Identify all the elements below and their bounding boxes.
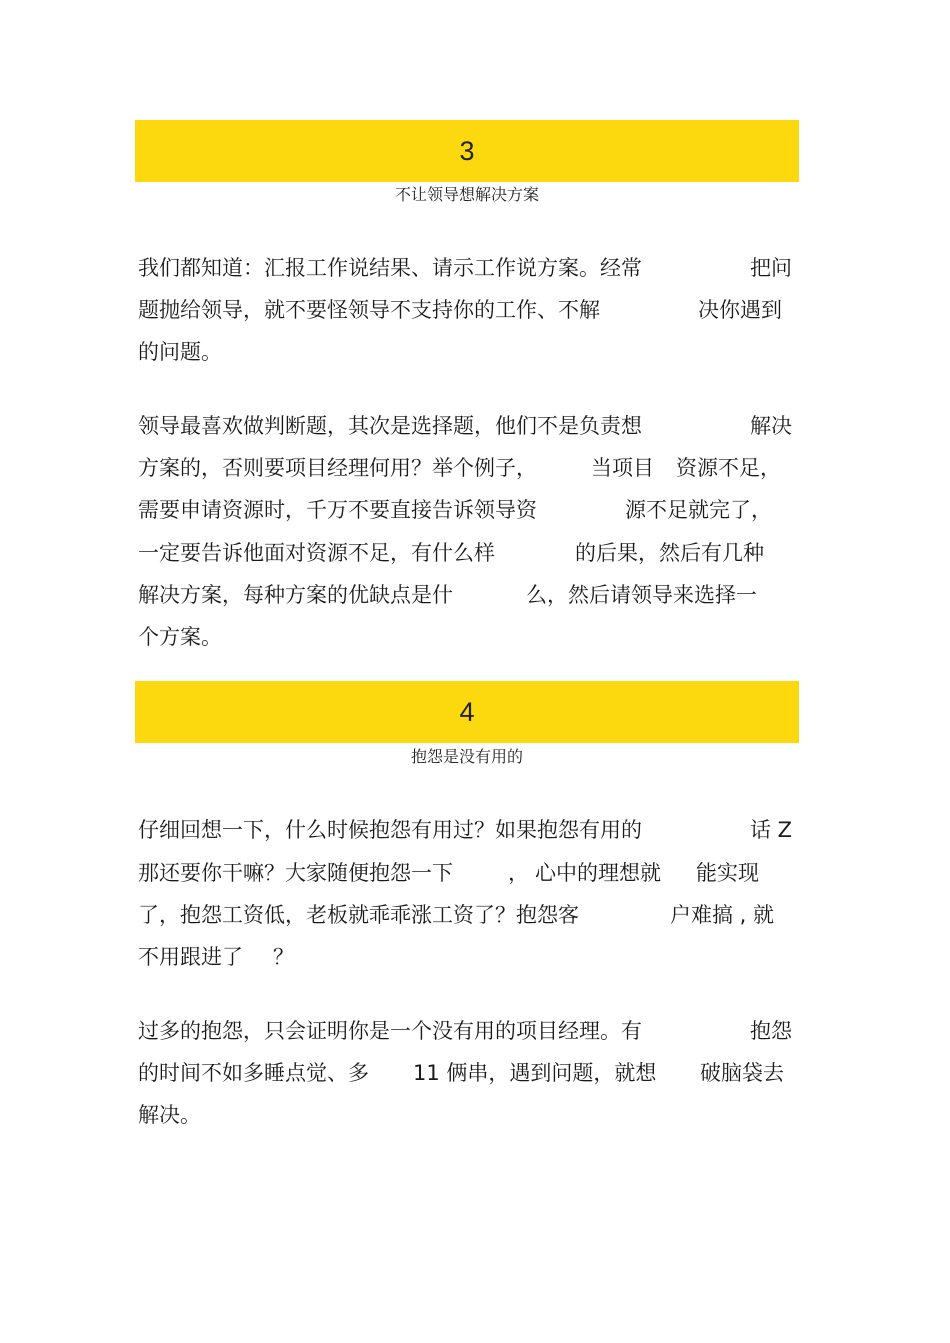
text-segment: 的问题。 <box>138 340 222 364</box>
text-segment: ， <box>508 861 529 885</box>
text-segment: 源不足就完了， <box>625 498 772 522</box>
text-segment: 么，然后请领导来选择一 <box>526 583 757 607</box>
text-segment: 资源不足， <box>676 456 781 480</box>
section-header-band <box>135 120 799 182</box>
text-segment: 的后果，然后有几种 <box>575 541 764 565</box>
section-number: 3 <box>459 135 475 166</box>
text-segment: 决你遇到 <box>698 298 782 322</box>
text-segment: 方案的，否则要项目经理何用？举个例子， <box>138 456 537 480</box>
text-segment: 我们都知道：汇报工作说结果、请示工作说方案。经常 <box>138 256 642 280</box>
text-segment: 题抛给领导，就不要怪领导不支持你的工作、不解 <box>138 298 600 322</box>
text-segment: 解决。 <box>138 1103 201 1127</box>
text-segment: 户难搞 , 就 <box>670 903 775 927</box>
section-number: 4 <box>459 696 475 727</box>
text-segment: 需要申请资源时，千万不要直接告诉领导资 <box>138 498 537 522</box>
text-segment: 的时间不如多睡点觉、多 <box>138 1061 369 1085</box>
text-segment: 抱怨 <box>750 1019 792 1043</box>
text-segment: 个方案。 <box>138 625 222 649</box>
text-segment: 一定要告诉他面对资源不足，有什么样 <box>138 541 495 565</box>
text-segment: 解决方案，每种方案的优缺点是什 <box>138 583 453 607</box>
text-segment: 过多的抱怨，只会证明你是一个没有用的项目经理。有 <box>138 1019 642 1043</box>
text-segment: 了，抱怨工资低，老板就乖乖涨工资了？抱怨客 <box>138 903 579 927</box>
section-header-band <box>135 681 799 743</box>
text-segment: 解决 <box>750 414 792 438</box>
text-segment: 11 俩串，遇到问题，就想 <box>413 1061 657 1085</box>
text-segment: 领导最喜欢做判断题，其次是选择题，他们不是负责想 <box>138 414 642 438</box>
text-segment: 仔细回想一下，什么时候抱怨有用过？如果抱怨有用的 <box>138 818 642 842</box>
text-segment: 心中的理想就 <box>535 861 661 885</box>
text-segment: 不用跟进了 <box>138 945 243 969</box>
text-segment: 破脑袋去 <box>700 1061 784 1085</box>
text-segment: 话 Z <box>750 818 793 842</box>
text-segment: 能实现 <box>696 861 759 885</box>
text-segment: ？ <box>273 945 294 969</box>
text-segment: 当项目 <box>591 456 654 480</box>
text-segment: 把问 <box>750 256 792 280</box>
section-subtitle: 抱怨是没有用的 <box>410 747 523 766</box>
section-subtitle: 不让领导想解决方案 <box>394 185 539 204</box>
text-segment: 那还要你干嘛？大家随便抱怨一下 <box>138 861 453 885</box>
